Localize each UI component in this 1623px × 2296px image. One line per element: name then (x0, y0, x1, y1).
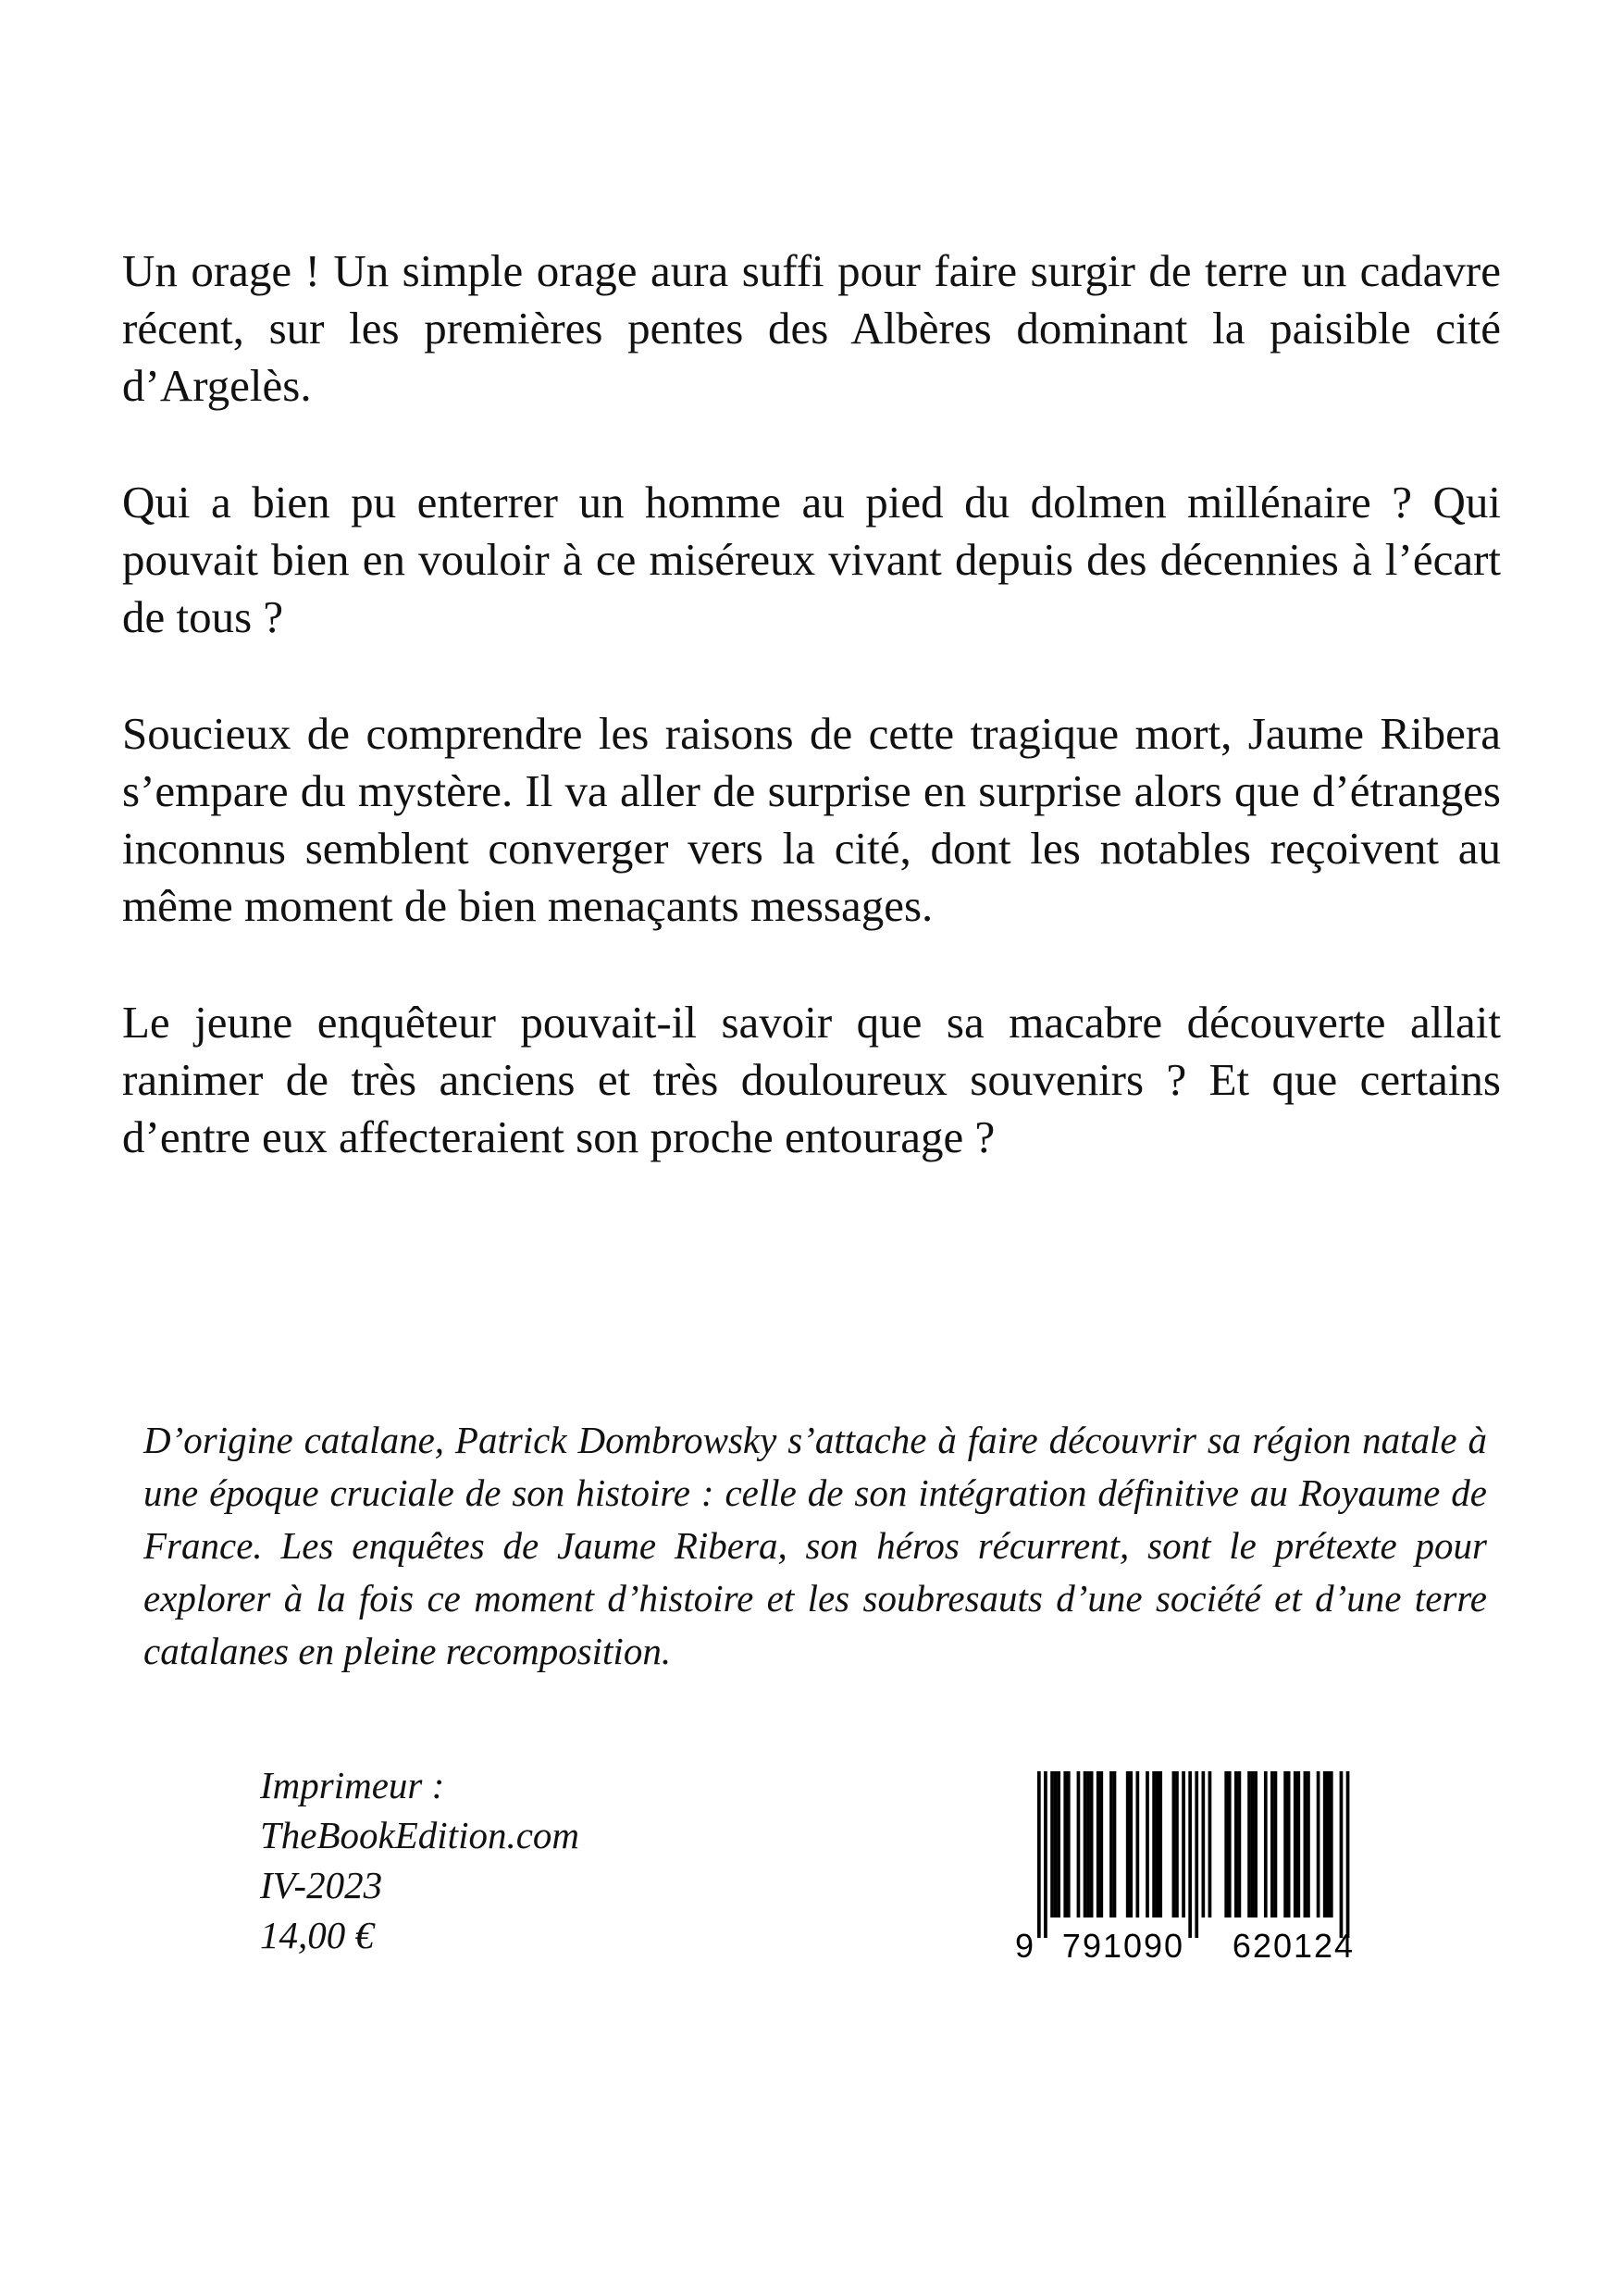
barcode-bar (1086, 1771, 1090, 1917)
barcode-bar (1270, 1771, 1274, 1917)
barcode-bar (1063, 1771, 1067, 1917)
barcode-left-digits: 791090 (1061, 1927, 1185, 1964)
barcode-bar (1129, 1771, 1133, 1917)
barcode-bar (1294, 1771, 1297, 1917)
barcode-bar (1228, 1771, 1232, 1917)
barcode-bar (1340, 1771, 1344, 1938)
isbn-barcode (1015, 1769, 1402, 1964)
barcode-bar (1090, 1771, 1094, 1917)
barcode-bar (1304, 1771, 1307, 1917)
barcode-bar (1234, 1771, 1238, 1917)
barcode-bar (1158, 1771, 1162, 1917)
print-date: IV-2023 (260, 1864, 383, 1906)
author-bio: D’origine catalane, Patrick Dombrowsky s’attache à faire découvrir sa région natale à une époque cruciale de son histoire : celle de son intégration définitive au Royaume de France. Les enquêtes de Jaume Ribera, son héros récurrent, sont le prétexte pour explorer à la fois ce moment d’histoire et les soubresauts d’une société et d’une terre catalanes en pleine recomposition. (143, 1419, 1487, 1672)
barcode-bar (1152, 1771, 1156, 1917)
barcode-bar (1126, 1771, 1130, 1917)
barcode-bar (1224, 1771, 1228, 1917)
barcode-bar (1330, 1771, 1333, 1917)
barcode-bar (1096, 1771, 1100, 1917)
printer-name: TheBookEdition.com (260, 1814, 580, 1856)
colophon (260, 1760, 579, 1960)
barcode-bar (1136, 1771, 1140, 1917)
barcode-bar (1067, 1771, 1071, 1917)
barcode-bar (1077, 1771, 1081, 1917)
barcode-bar (1057, 1771, 1060, 1917)
blurb-paragraph-2: Qui a bien pu enterrer un homme au pied du dolmen millénaire ? Qui pouvait bien en vouloir à ce miséreux vivant depuis des décennies à l’écart de tous ? (122, 477, 1501, 642)
barcode-right-digits: 620124 (1232, 1927, 1356, 1964)
barcode-bars (1037, 1771, 1349, 1938)
barcode-bar (1050, 1771, 1054, 1917)
barcode-bar (1182, 1771, 1185, 1917)
printer-label: Imprimeur : (260, 1764, 445, 1806)
blurb-paragraph-4: Le jeune enquêteur pouvait-il savoir que sa macabre découverte allait ranimer de très anciens et très douloureux souvenirs ? Et que certains d’entre eux affecteraient son proche entourage ? (122, 997, 1501, 1162)
barcode-bar (1054, 1771, 1058, 1917)
barcode-bar (1247, 1771, 1251, 1917)
barcode-bar (1113, 1771, 1117, 1917)
barcode-bar (1251, 1771, 1255, 1917)
price: 14,00 € (260, 1914, 374, 1956)
barcode-bar (1037, 1771, 1041, 1938)
barcode-bar (1172, 1771, 1176, 1917)
barcode-lead-digit: 9 (1015, 1927, 1035, 1964)
barcode-bar (1238, 1771, 1242, 1917)
barcode-bar (1044, 1771, 1047, 1938)
barcode-bar (1084, 1771, 1087, 1917)
barcode-bar (1323, 1771, 1327, 1917)
barcode-bar (1202, 1771, 1206, 1917)
barcode-bar (1307, 1771, 1310, 1917)
barcode-bar (1283, 1771, 1287, 1917)
barcode-bar (1274, 1771, 1278, 1917)
barcode-bar (1146, 1771, 1149, 1917)
barcode-bar (1188, 1771, 1192, 1938)
barcode-bar (1099, 1771, 1103, 1917)
barcode-bar (1254, 1771, 1258, 1917)
barcode-bar (1326, 1771, 1330, 1917)
barcode-bar (1264, 1771, 1268, 1917)
blurb (122, 242, 1501, 1225)
barcode-bar (1195, 1771, 1198, 1938)
barcode-bar (1317, 1771, 1320, 1917)
blurb-paragraph-3: Soucieux de comprendre les raisons de cette tragique mort, Jaume Ribera s’empare du mystère. Il va aller de surprise en surprise alors que d’étranges inconnus semblent converger vers la cité, dont les notables reçoivent au même moment de bien menaçants messages. (122, 708, 1501, 931)
barcode-bar (1346, 1771, 1350, 1938)
barcode-bar (1175, 1771, 1179, 1917)
blurb-paragraph-1: Un orage ! Un simple orage aura suffi pour faire surgir de terre un cadavre récent, sur les premières pentes des Albères dominant la paisible cité d’Argelès. (122, 245, 1501, 411)
barcode-bar (1109, 1771, 1113, 1917)
barcode-bar (1208, 1771, 1212, 1917)
barcode-bar (1287, 1771, 1291, 1917)
barcode-bar (1296, 1771, 1300, 1917)
barcode-bar (1156, 1771, 1159, 1917)
